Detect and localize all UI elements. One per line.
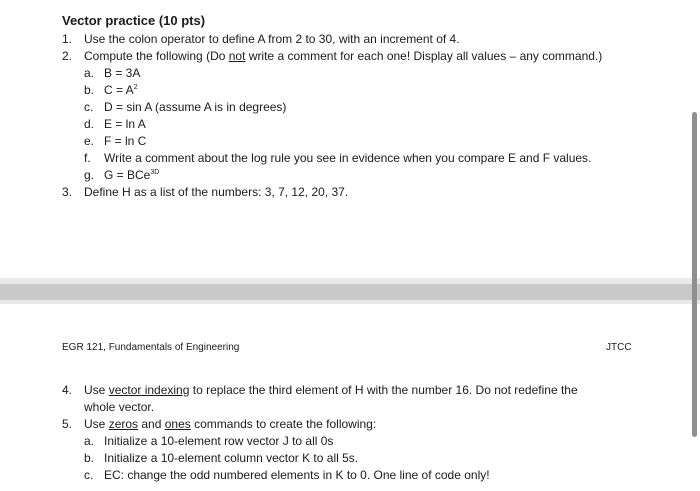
sub-list-item: f. Write a comment about the log rule you see in evidence when you compare E and F values. — [84, 151, 592, 165]
sub-list-item: d. E = ln A — [84, 117, 146, 131]
sub-list-item: e. F = ln C — [84, 134, 147, 148]
sub-list-item: c. D = sin A (assume A is in degrees) — [84, 100, 287, 114]
page-title: Vector practice (10 pts) — [62, 13, 206, 28]
sub-list-item: c. EC: change the odd numbered elements in K to 0. One line of code only! — [84, 468, 490, 482]
sub-list-item: a. Initialize a 10-element row vector J to all 0s — [84, 434, 334, 448]
page-header-left: EGR 121, Fundamentals of Engineering — [62, 342, 240, 353]
sub-list-item: b. Initialize a 10-element column vector K to all 5s. — [84, 451, 359, 465]
sub-list-item: g. G = BCe$^{3D}$ — [84, 168, 160, 182]
page-header-right: JTCC — [606, 342, 632, 353]
list-item: 3. Define H as a list of the numbers: 3, 7, 12, 20, 37. — [62, 185, 349, 199]
sub-list-item: b. $C = A^2$ — [84, 83, 138, 97]
list-item: 5. Use zeros and ones commands to create the following: — [62, 417, 377, 431]
list-item: 4. Use vector indexing to replace the third element of H with the number 16. Do not redefine the — [62, 383, 578, 397]
page-break — [0, 284, 700, 300]
page-gap-shadow — [0, 300, 700, 304]
sub-list-item: a. B = 3A — [84, 66, 141, 80]
list-item: 2. Compute the following (Do not write a comment for each one! Display all values – any command.) — [62, 49, 603, 63]
list-item-continuation: whole vector. — [84, 400, 155, 414]
vertical-scrollbar[interactable] — [692, 112, 697, 437]
list-item: 1. Use the colon operator to define A from 2 to 30, with an increment of 4. — [62, 32, 460, 46]
